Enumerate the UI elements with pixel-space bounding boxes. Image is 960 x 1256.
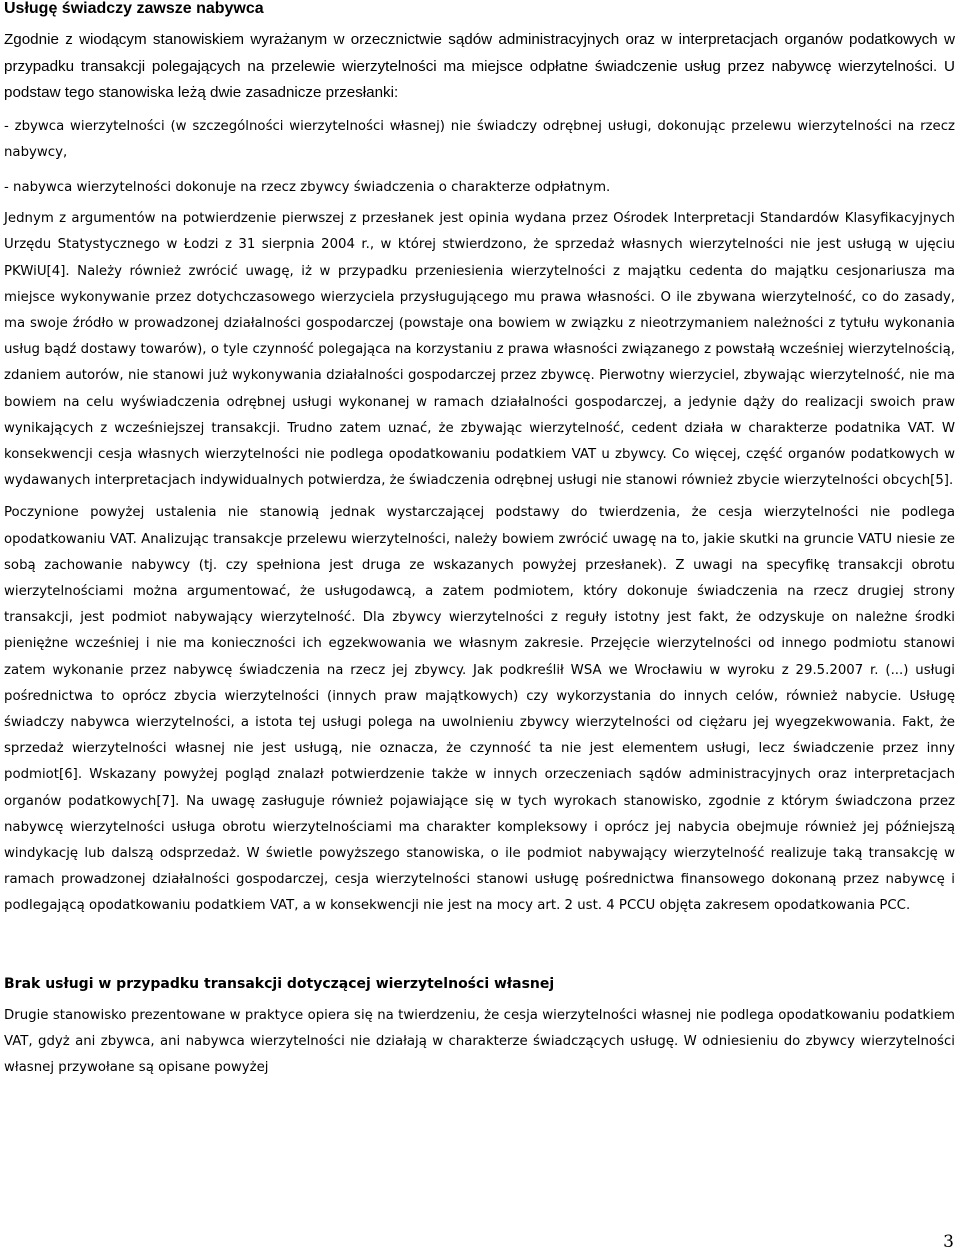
section-heading-2: Brak usługi w przypadku transakcji dotyczącej wierzytelności własnej (4, 975, 555, 992)
intro-tail-text: U podstaw tego stanowiska leżą dwie zasadnicze przesłanki: (4, 57, 955, 101)
premise-point-2: - nabywca wierzytelności dokonuje na rzecz zbywcy świadczenia o charakterze odpłatnym. (4, 179, 611, 195)
conclusion-paragraph: Poczynione powyżej ustalenia nie stanowią jednak wystarczającej podstawy do twierdzenia, że cesja wierzytelności nie podlega opodatkowaniu VAT. Analizując transakcje przelewu wierzytelności, należy bowiem zwrócić uwagę na to, jakie skutki na gruncie VATU niesie ze sobą zachowanie nabywcy (tj. czy spełniona jest druga ze wskazanych powyżej przesłanek). Z uwagi na specyfikę transakcji obrotu wierzytelnościami można argumentować, że usługodawcą, a zatem podmiotem, który dokonuje świadczenia na rzecz drugiej strony transakcji, jest podmiot nabywający wierzytelność. Dla zbywcy wierzytelności z reguły istotny jest fakt, że odzyskuje on należne środki pieniężne wcześniej i nie ma konieczności ich egzekwowania we własnym zakresie. Przejęcie wierzytelności od innego podmiotu stanowi zatem wykonanie przez nabywcę świadczenia na rzecz jej zbywcy. Jak podkreślił WSA we Wrocławiu w wyroku z 29.5.2007 r. (...) usługi pośrednictwa to oprócz zbycia wierzytelności (innych praw majątkowych) czy wykorzystania do innych celów, również nabycie. Usługę świadczy nabywca wierzytelności, a istota tej usługi polega na uwolnieniu zbywcy wierzytelności od ciężaru jej wyegzekwowania. Fakt, że sprzedaż wierzytelności własnej nie jest usługą, nie oznacza, że czynność ta nie jest elementem usługi, lecz świadczenie przez inny podmiot[6]. Wskazany powyżej pogląd znalazł potwierdzenie także w innych orzeczeniach sądów administracyjnych oraz interpretacjach organów podatkowych[7]. Na uwagę zasługuje również pojawiające się w tych wyrokach stanowisko, zgodnie z którym świadczona przez nabywcę wierzytelności usługa obrotu wierzytelnościami ma charakter kompleksowy i oprócz jej nabycia obejmuje również jej późniejszą windykację lub dalszą odsprzedaż. W świetle powyższego stanowiska, o ile podmiot nabywający wierzytelność realizuje taką transakcję w ramach prowadzonej działalności gospodarczej, cesja wierzytelności stanowi usługę pośrednictwa finansowego dokonaną przez nabywcę i podlegającą opodatkowaniu podatkiem VAT, a w konsekwencji nie jest na mocy art. 2 ust. 4 PCCU objęta zakresem opodatkowania PCC. (4, 505, 955, 914)
section-heading: Usługę świadczy zawsze nabywca (4, 0, 264, 17)
document-page (4, 0, 955, 1082)
second-position-paragraph: Drugie stanowisko prezentowane w praktyce opiera się na twierdzeniu, że cesja wierzytelności własnej nie podlega opodatkowaniu podatkiem VAT, gdyż ani zbywca, ani nabywca wierzytelności nie działają w charakterze świadczących usługę. W odniesieniu do zbywcy wierzytelności własnej przywołane są opisane powyżej (4, 1007, 955, 1075)
page-number: 3 (943, 1232, 954, 1252)
intro-paragraph (4, 27, 955, 107)
intro-text: Zgodnie z wiodącym stanowiskiem wyrażanym w orzecznictwie sądów administracyjnych oraz w interpretacjach organów podatkowych w przypadku transakcji polegających na przelewie wierzytelności ma miejsce odpłatne świadczenie usług przez nabywcę wierzytelności. (4, 31, 955, 75)
premise-point-1: - zbywca wierzytelności (w szczególności wierzytelności własnej) nie świadczy odrębnej usługi, dokonując przelewu wierzytelności na rzecz nabywcy, (4, 118, 955, 160)
argument-paragraph: Jednym z argumentów na potwierdzenie pierwszej z przesłanek jest opinia wydana przez Ośrodek Interpretacji Standardów Klasyfikacyjnych Urzędu Statystycznego w Łodzi z 31 sierpnia 2004 r., w której stwierdzono, że sprzedaż własnych wierzytelności nie jest usługą w ujęciu PKWiU[4]. Należy również zwrócić uwagę, iż w przypadku przeniesienia wierzytelności z majątku cedenta do majątku cesjonariusza ma miejsce wykonywanie przez dotychczasowego wierzyciela przysługującego mu prawa własności. O ile zbywana wierzytelność, co do zasady, ma swoje źródło w prowadzonej działalności gospodarczej (powstaje ona bowiem w związku z nieotrzymaniem należności z tytułu wykonania usług bądź dostawy towarów), o tyle czynność polegająca na korzystaniu z prawa własności związanego z powstałą wcześniej wierzytelnością, zdaniem autorów, nie stanowi już wykonywania działalności gospodarczej przez zbywcę. Pierwotny wierzyciel, zbywając wierzytelność, nie ma bowiem na celu wyświadczenia odrębnej usługi wykonanej w ramach działalności gospodarczej, a jedynie dąży do realizacji swoich praw wynikających z wcześniejszej transakcji. Trudno zatem uznać, że zbywając wierzytelność, cedent działa w charakterze podatnika VAT. W konsekwencji cesja własnych wierzytelności nie podlega opodatkowaniu podatkiem VAT u zbywcy. Co więcej, część organów podatkowych w wydawanych interpretacjach indywidualnych potwierdza, że świadczenia odrębnej usługi nie stanowi również zbycie wierzytelności obcych[5]. (4, 211, 955, 489)
